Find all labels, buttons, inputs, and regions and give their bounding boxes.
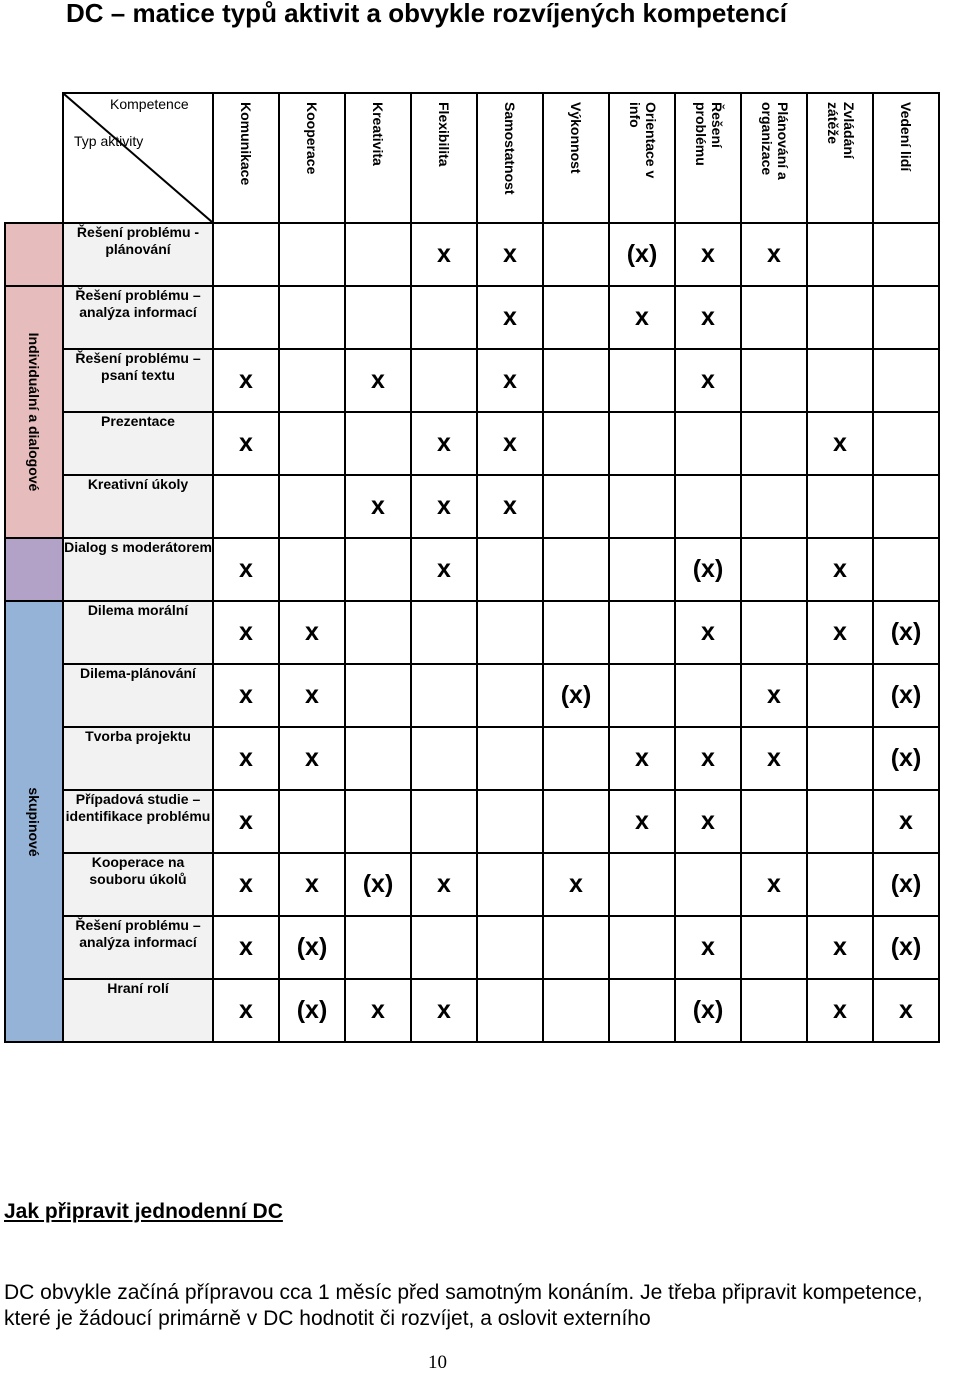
competency-header xyxy=(741,93,807,223)
matrix-cell xyxy=(807,853,873,916)
matrix-cell: x xyxy=(675,916,741,979)
activity-label: Prezentace xyxy=(63,412,213,475)
competency-label: Kooperace xyxy=(304,102,320,175)
matrix-cell xyxy=(609,475,675,538)
competency-label: Kreativita xyxy=(370,102,386,166)
matrix-cell xyxy=(279,790,345,853)
competency-header xyxy=(543,93,609,223)
matrix-cell: x xyxy=(213,916,279,979)
matrix-cell: x xyxy=(873,979,939,1042)
matrix-cell xyxy=(741,349,807,412)
matrix-cell: x xyxy=(213,538,279,601)
page-number: 10 xyxy=(428,1352,447,1373)
matrix-cell: x xyxy=(477,412,543,475)
corner-header xyxy=(63,93,213,223)
matrix-cell xyxy=(609,853,675,916)
activity-row xyxy=(5,412,939,475)
matrix-cell xyxy=(873,475,939,538)
matrix-cell: (x) xyxy=(345,853,411,916)
matrix-cell xyxy=(807,286,873,349)
matrix-cell: x xyxy=(213,349,279,412)
matrix-cell xyxy=(741,412,807,475)
matrix-cell: (x) xyxy=(279,916,345,979)
matrix-cell xyxy=(675,475,741,538)
matrix-cell: x xyxy=(675,790,741,853)
matrix-cell: x xyxy=(741,664,807,727)
matrix-cell xyxy=(741,286,807,349)
matrix-cell: x xyxy=(609,727,675,790)
matrix-cell: x xyxy=(411,412,477,475)
matrix-cell xyxy=(543,412,609,475)
matrix-cell: (x) xyxy=(873,601,939,664)
matrix-cell: x xyxy=(213,979,279,1042)
matrix-cell: x xyxy=(213,664,279,727)
activity-competency-matrix xyxy=(4,92,940,1043)
matrix-cell xyxy=(477,853,543,916)
matrix-cell: x xyxy=(279,853,345,916)
matrix-cell: x xyxy=(345,349,411,412)
matrix-cell xyxy=(543,349,609,412)
matrix-cell xyxy=(741,601,807,664)
matrix-cell: (x) xyxy=(675,538,741,601)
matrix-cell xyxy=(543,601,609,664)
matrix-cell: (x) xyxy=(873,853,939,916)
matrix-cell xyxy=(411,601,477,664)
matrix-cell xyxy=(609,601,675,664)
matrix-cell xyxy=(807,223,873,286)
matrix-cell xyxy=(543,223,609,286)
matrix-cell: x xyxy=(807,601,873,664)
matrix-cell xyxy=(609,349,675,412)
activity-row xyxy=(5,349,939,412)
matrix-cell: x xyxy=(675,601,741,664)
activity-label: Řešení problému – analýza informací xyxy=(63,916,213,979)
matrix-cell xyxy=(741,916,807,979)
competency-label: Výkonnost xyxy=(568,102,584,174)
matrix-cell: x xyxy=(807,979,873,1042)
activity-row xyxy=(5,916,939,979)
matrix-cell xyxy=(741,979,807,1042)
matrix-cell xyxy=(477,790,543,853)
activity-label: Dilema-plánování xyxy=(63,664,213,727)
matrix-cell xyxy=(675,664,741,727)
activity-group-label: Individuální a dialogové xyxy=(26,332,42,492)
matrix-cell xyxy=(807,790,873,853)
matrix-cell xyxy=(477,979,543,1042)
activity-row xyxy=(5,853,939,916)
matrix-cell xyxy=(411,916,477,979)
matrix-cell xyxy=(345,601,411,664)
matrix-cell: x xyxy=(345,475,411,538)
matrix-cell xyxy=(807,727,873,790)
matrix-cell: x xyxy=(675,286,741,349)
matrix-cell xyxy=(213,286,279,349)
matrix-cell xyxy=(609,538,675,601)
matrix-cell xyxy=(279,475,345,538)
matrix-cell: x xyxy=(873,790,939,853)
matrix-cell xyxy=(543,475,609,538)
matrix-cell xyxy=(213,475,279,538)
matrix-cell: x xyxy=(609,790,675,853)
matrix-cell xyxy=(345,412,411,475)
competency-label: Zvládání zátěže xyxy=(825,102,857,159)
competency-header xyxy=(477,93,543,223)
matrix-cell: (x) xyxy=(543,664,609,727)
activity-group xyxy=(5,286,63,538)
matrix-cell xyxy=(477,916,543,979)
matrix-cell: x xyxy=(213,601,279,664)
matrix-cell xyxy=(741,475,807,538)
matrix-cell xyxy=(807,664,873,727)
matrix-cell: x xyxy=(741,853,807,916)
diagonal-divider xyxy=(64,94,212,222)
matrix-cell xyxy=(279,349,345,412)
competency-header xyxy=(411,93,477,223)
matrix-cell xyxy=(873,223,939,286)
matrix-cell xyxy=(543,727,609,790)
matrix-cell: x xyxy=(477,349,543,412)
body-paragraph: DC obvykle začíná přípravou cca 1 měsíc před samotným konáním. Je třeba připravit kompetence, které je žádoucí primárně v DC hodnotit či rozvíjet, a oslovit externího xyxy=(4,1281,923,1330)
competency-label: Plánování a organizace xyxy=(759,102,791,180)
matrix-cell xyxy=(279,412,345,475)
matrix-cell: x xyxy=(411,223,477,286)
matrix-cell xyxy=(675,412,741,475)
matrix-cell xyxy=(609,916,675,979)
matrix-cell: x xyxy=(345,979,411,1042)
matrix-cell xyxy=(345,916,411,979)
matrix-cell xyxy=(345,727,411,790)
activity-row xyxy=(5,727,939,790)
matrix-cell: x xyxy=(279,664,345,727)
activity-label: Dilema morální xyxy=(63,601,213,664)
competency-label: Orientace v info xyxy=(627,102,659,179)
competency-header xyxy=(675,93,741,223)
activity-row xyxy=(5,979,939,1042)
matrix-cell xyxy=(543,790,609,853)
matrix-cell xyxy=(279,538,345,601)
activity-label: Řešení problému – analýza informací xyxy=(63,286,213,349)
activity-label: Dialog s moderátorem xyxy=(63,538,213,601)
matrix-cell: x xyxy=(675,727,741,790)
matrix-cell xyxy=(543,286,609,349)
competency-label: Flexibilita xyxy=(436,102,452,167)
matrix-cell: x xyxy=(477,223,543,286)
activity-row xyxy=(5,664,939,727)
activity-label: Řešení problému - plánování xyxy=(63,223,213,286)
matrix-cell: (x) xyxy=(675,979,741,1042)
competency-label: Řešení problému xyxy=(693,102,725,166)
matrix-cell xyxy=(411,349,477,412)
activity-row xyxy=(5,223,939,286)
competency-header xyxy=(873,93,939,223)
matrix-cell: x xyxy=(279,727,345,790)
competency-header xyxy=(213,93,279,223)
page-title: DC – matice typů aktivit a obvykle rozvíjených kompetencí xyxy=(66,0,788,28)
matrix-cell: x xyxy=(213,790,279,853)
matrix-cell xyxy=(411,286,477,349)
matrix-cell xyxy=(543,538,609,601)
activity-label: Tvorba projektu xyxy=(63,727,213,790)
activity-group xyxy=(5,601,63,1042)
matrix-cell: (x) xyxy=(609,223,675,286)
matrix-cell xyxy=(807,475,873,538)
matrix-cell xyxy=(741,538,807,601)
header-spacer xyxy=(5,93,63,223)
matrix-cell: x xyxy=(477,475,543,538)
matrix-cell xyxy=(477,727,543,790)
activity-label: Kooperace na souboru úkolů xyxy=(63,853,213,916)
competency-header xyxy=(345,93,411,223)
header-row xyxy=(5,93,939,223)
activity-row xyxy=(5,790,939,853)
matrix-cell xyxy=(873,538,939,601)
matrix-cell: x xyxy=(411,538,477,601)
activity-label: Hraní rolí xyxy=(63,979,213,1042)
matrix-cell: x xyxy=(477,286,543,349)
competency-header xyxy=(609,93,675,223)
matrix-cell xyxy=(411,664,477,727)
matrix-cell: x xyxy=(279,601,345,664)
competency-header xyxy=(279,93,345,223)
matrix-cell xyxy=(279,286,345,349)
matrix-cell xyxy=(411,790,477,853)
competency-label: Samostatnost xyxy=(502,102,518,195)
matrix-cell xyxy=(345,286,411,349)
matrix-cell xyxy=(279,223,345,286)
matrix-cell xyxy=(345,664,411,727)
matrix-cell xyxy=(345,538,411,601)
matrix-cell: x xyxy=(741,223,807,286)
activity-label: Kreativní úkoly xyxy=(63,475,213,538)
matrix-cell xyxy=(213,223,279,286)
corner-label-activity-type: Typ aktivity xyxy=(74,133,144,149)
matrix-cell xyxy=(543,979,609,1042)
competency-label: Komunikace xyxy=(238,102,254,186)
matrix-cell: x xyxy=(807,412,873,475)
activity-group-label: skupinové xyxy=(26,786,42,857)
competency-header xyxy=(807,93,873,223)
activity-row xyxy=(5,475,939,538)
matrix-cell: x xyxy=(411,853,477,916)
activity-group xyxy=(5,538,63,601)
matrix-cell xyxy=(741,790,807,853)
matrix-cell: x xyxy=(609,286,675,349)
matrix-cell xyxy=(609,664,675,727)
matrix-cell xyxy=(543,916,609,979)
activity-row xyxy=(5,286,939,349)
matrix-cell: x xyxy=(411,979,477,1042)
matrix-cell xyxy=(873,412,939,475)
matrix-cell: x xyxy=(213,727,279,790)
matrix-cell xyxy=(609,412,675,475)
activity-row xyxy=(5,601,939,664)
matrix-cell: (x) xyxy=(873,727,939,790)
matrix-cell: (x) xyxy=(873,916,939,979)
matrix-cell: x xyxy=(411,475,477,538)
matrix-cell xyxy=(873,349,939,412)
matrix-cell: x xyxy=(741,727,807,790)
matrix-cell: x xyxy=(213,412,279,475)
competency-label: Vedení lidí xyxy=(898,102,914,172)
matrix-cell: x xyxy=(807,538,873,601)
matrix-cell: x xyxy=(807,916,873,979)
matrix-cell xyxy=(477,664,543,727)
activity-row xyxy=(5,538,939,601)
matrix-cell: x xyxy=(675,349,741,412)
activity-label: Případová studie – identifikace problému xyxy=(63,790,213,853)
matrix-cell: x xyxy=(213,853,279,916)
matrix-cell xyxy=(411,727,477,790)
section-heading: Jak připravit jednodenní DC xyxy=(4,1200,283,1223)
matrix-cell: (x) xyxy=(279,979,345,1042)
activity-group xyxy=(5,223,63,286)
activity-label: Řešení problému – psaní textu xyxy=(63,349,213,412)
matrix-cell xyxy=(675,853,741,916)
matrix-cell xyxy=(609,979,675,1042)
matrix-cell: x xyxy=(543,853,609,916)
matrix-cell xyxy=(477,601,543,664)
corner-label-competence: Kompetence xyxy=(110,96,189,112)
matrix-cell xyxy=(873,286,939,349)
matrix-cell xyxy=(345,223,411,286)
matrix-cell xyxy=(807,349,873,412)
matrix-cell xyxy=(345,790,411,853)
matrix-cell: x xyxy=(675,223,741,286)
matrix-cell xyxy=(477,538,543,601)
matrix-cell: (x) xyxy=(873,664,939,727)
